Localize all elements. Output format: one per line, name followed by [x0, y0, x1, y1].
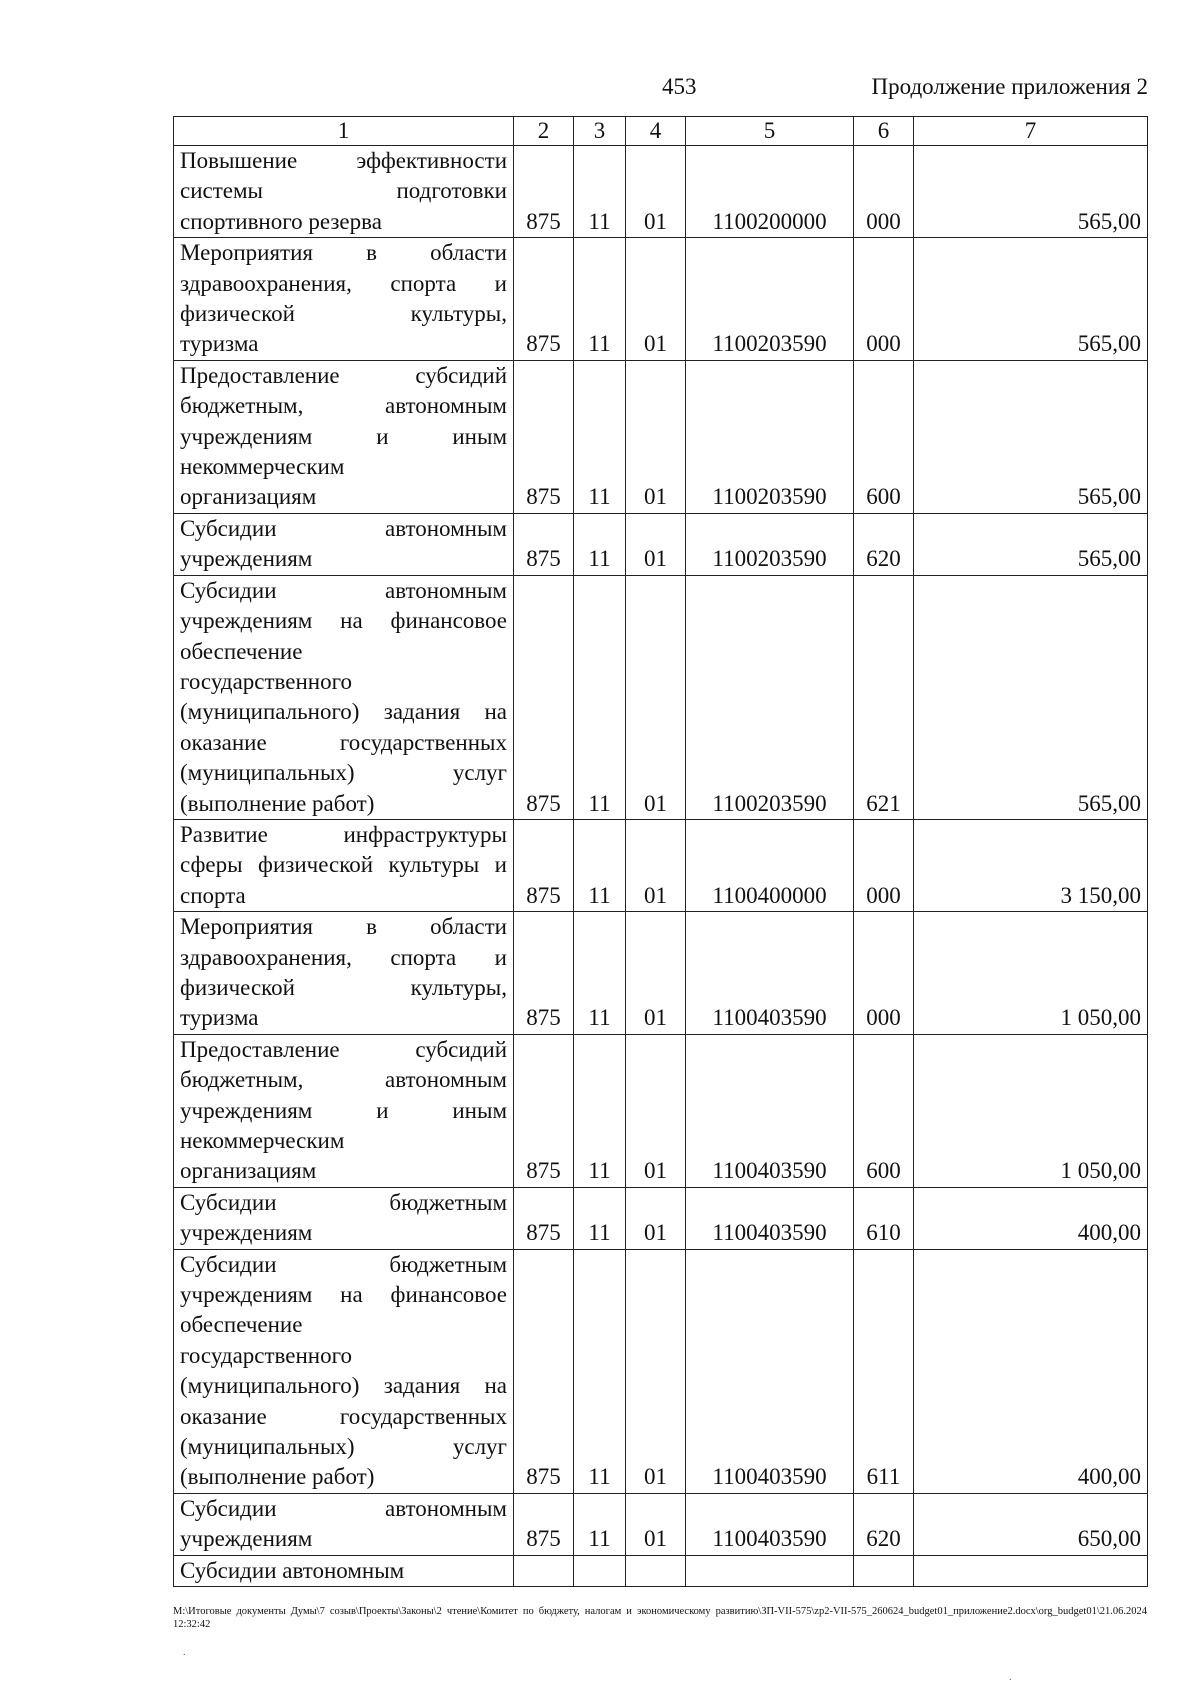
expense-name-line: оказание государственных [180, 1403, 507, 1429]
target-item-code-cell: 1100203590 [686, 238, 854, 361]
expense-name-line: (муниципального) задания на [180, 699, 507, 725]
target-item-code-cell: 1100203590 [686, 360, 854, 513]
section-code-cell: 11 [574, 819, 626, 911]
expense-name-line: учреждениям [180, 1526, 313, 1552]
amount-cell [914, 1555, 1148, 1586]
subsection-code-cell: 01 [626, 819, 686, 911]
budget-table [173, 116, 1148, 1587]
expense-type-code-cell: 611 [854, 1249, 914, 1493]
expense-name-line: физической культуры, [180, 974, 507, 1000]
expense-name-line: Развитие инфраструктуры [180, 821, 507, 847]
amount-cell: 565,00 [914, 146, 1148, 238]
expense-type-code-cell: 610 [854, 1187, 914, 1249]
expense-name-cell [174, 1493, 514, 1555]
expense-name-line: спортивного резерва [180, 208, 382, 234]
department-code-cell: 875 [514, 513, 574, 575]
expense-name-line: бюджетным, автономным [180, 1067, 507, 1093]
expense-name-line: Субсидии автономным [180, 515, 507, 541]
department-code-cell [514, 1555, 574, 1586]
section-code-cell [574, 1555, 626, 1586]
expense-name-line: учреждениям и иным [180, 423, 507, 449]
department-code-cell: 875 [514, 360, 574, 513]
department-code-cell: 875 [514, 575, 574, 819]
file-path-footer: M:\Итоговые документы Думы\7 созыв\Проекты\Законы\2 чтение\Комитет по бюджету, налогам и экономическому развитию\ЗП-VII-575\zp2-VII-575_260624_budget01_приложение2.docx\org_budget01\21.06.2024 12:32:42 [173, 1606, 1147, 1630]
expense-name-line: Субсидии автономным [180, 577, 507, 603]
table-row [174, 146, 1148, 238]
expense-name-line: учреждениям [180, 546, 313, 572]
expense-name-line: Субсидии бюджетным [180, 1189, 507, 1215]
expense-name-line: (выполнение работ) [180, 790, 375, 816]
table-row [174, 513, 1148, 575]
expense-name-line: некоммерческим [180, 454, 345, 480]
expense-name-line: туризма [180, 1005, 259, 1031]
amount-cell: 3 150,00 [914, 819, 1148, 911]
subsection-code-cell: 01 [626, 575, 686, 819]
expense-name-line: Субсидии бюджетным [180, 1251, 507, 1277]
target-item-code-cell: 1100403590 [686, 912, 854, 1035]
section-code-cell: 11 [574, 238, 626, 361]
expense-type-code-cell [854, 1555, 914, 1586]
expense-name-cell [174, 1555, 514, 1586]
expense-name-line: учреждениям и иным [180, 1097, 507, 1123]
table-row [174, 238, 1148, 361]
department-code-cell: 875 [514, 819, 574, 911]
section-code-cell: 11 [574, 912, 626, 1035]
target-item-code-cell: 1100203590 [686, 575, 854, 819]
column-header: 1 [174, 117, 514, 146]
expense-name-line: некоммерческим [180, 1128, 345, 1153]
subsection-code-cell: 01 [626, 1034, 686, 1187]
section-code-cell: 11 [574, 1493, 626, 1555]
expense-name-cell [174, 819, 514, 911]
expense-type-code-cell: 620 [854, 513, 914, 575]
section-code-cell: 11 [574, 575, 626, 819]
target-item-code-cell: 1100403590 [686, 1249, 854, 1493]
column-header: 3 [574, 117, 626, 146]
amount-cell: 1 050,00 [914, 1034, 1148, 1187]
expense-name-cell [174, 513, 514, 575]
table-row [174, 1034, 1148, 1187]
expense-name-line: оказание государственных [180, 729, 507, 755]
expense-name-line: (выполнение работ) [180, 1464, 375, 1490]
expense-name-line: организациям [180, 1158, 317, 1184]
subsection-code-cell: 01 [626, 360, 686, 513]
department-code-cell: 875 [514, 238, 574, 361]
table-row [174, 1493, 1148, 1555]
section-code-cell: 11 [574, 146, 626, 238]
section-code-cell: 11 [574, 1034, 626, 1187]
amount-cell: 565,00 [914, 575, 1148, 819]
subsection-code-cell: 01 [626, 1493, 686, 1555]
expense-name-line: физической культуры, [180, 301, 507, 327]
expense-name-line: организациям [180, 484, 317, 510]
expense-type-code-cell: 000 [854, 912, 914, 1035]
expense-name-line: государственного [180, 1342, 352, 1368]
expense-name-line: туризма [180, 331, 259, 357]
department-code-cell: 875 [514, 1493, 574, 1555]
table-row [174, 360, 1148, 513]
department-code-cell: 875 [514, 1249, 574, 1493]
column-header: 5 [686, 117, 854, 146]
column-header: 7 [914, 117, 1148, 146]
expense-name-line: Предоставление субсидий [180, 362, 507, 388]
target-item-code-cell: 1100403590 [686, 1493, 854, 1555]
table-row [174, 1187, 1148, 1249]
expense-name-line: здравоохранения, спорта и [180, 270, 507, 296]
expense-type-code-cell: 620 [854, 1493, 914, 1555]
expense-name-cell [174, 912, 514, 1035]
section-code-cell: 11 [574, 513, 626, 575]
expense-name-line: спорта [180, 882, 246, 908]
scan-speck: . [183, 1647, 186, 1658]
expense-name-cell [174, 1034, 514, 1187]
expense-name-line: (муниципальных) услуг [180, 760, 507, 786]
expense-name-line: учреждениям [180, 1220, 313, 1246]
expense-type-code-cell: 600 [854, 360, 914, 513]
expense-name-line: (муниципальных) услуг [180, 1434, 507, 1460]
target-item-code-cell: 1100203590 [686, 513, 854, 575]
subsection-code-cell: 01 [626, 912, 686, 1035]
expense-name-line: Мероприятия в области [180, 240, 507, 266]
subsection-code-cell: 01 [626, 146, 686, 238]
department-code-cell: 875 [514, 146, 574, 238]
column-number-row [174, 117, 1148, 146]
expense-name-line: учреждениям на финансовое [180, 1282, 507, 1308]
target-item-code-cell: 1100200000 [686, 146, 854, 238]
expense-name-cell [174, 1187, 514, 1249]
expense-name-line: системы подготовки [180, 178, 507, 204]
subsection-code-cell: 01 [626, 238, 686, 361]
expense-name-line: сферы физической культуры и [180, 852, 507, 878]
expense-name-line: обеспечение [180, 638, 303, 664]
expense-name-line: Субсидии автономным [180, 1495, 507, 1521]
table-row [174, 912, 1148, 1035]
subsection-code-cell: 01 [626, 1249, 686, 1493]
column-header: 2 [514, 117, 574, 146]
amount-cell: 1 050,00 [914, 912, 1148, 1035]
expense-name-line: обеспечение [180, 1312, 303, 1338]
expense-name-cell [174, 146, 514, 238]
expense-type-code-cell: 600 [854, 1034, 914, 1187]
target-item-code-cell: 1100403590 [686, 1034, 854, 1187]
expense-name-line: государственного [180, 668, 352, 694]
table-row [174, 1249, 1148, 1493]
expense-name-line: Повышение эффективности [180, 148, 507, 173]
target-item-code-cell: 1100400000 [686, 819, 854, 911]
expense-name-line: Предоставление субсидий [180, 1036, 507, 1062]
section-code-cell: 11 [574, 1187, 626, 1249]
expense-name-cell [174, 360, 514, 513]
amount-cell: 565,00 [914, 513, 1148, 575]
amount-cell: 400,00 [914, 1249, 1148, 1493]
expense-name-cell [174, 575, 514, 819]
column-header: 6 [854, 117, 914, 146]
section-code-cell: 11 [574, 1249, 626, 1493]
table-row [174, 575, 1148, 819]
department-code-cell: 875 [514, 1187, 574, 1249]
target-item-code-cell: 1100403590 [686, 1187, 854, 1249]
expense-type-code-cell: 000 [854, 819, 914, 911]
expense-name-line: (муниципального) задания на [180, 1373, 507, 1399]
expense-name-cell [174, 1249, 514, 1493]
expense-type-code-cell: 621 [854, 575, 914, 819]
expense-name-line: учреждениям на финансовое [180, 608, 507, 634]
expense-name-cell [174, 238, 514, 361]
subsection-code-cell: 01 [626, 1187, 686, 1249]
expense-name-line: бюджетным, автономным [180, 393, 507, 419]
department-code-cell: 875 [514, 912, 574, 1035]
department-code-cell: 875 [514, 1034, 574, 1187]
appendix-continuation-label: Продолжение приложения 2 [871, 74, 1148, 99]
amount-cell: 400,00 [914, 1187, 1148, 1249]
expense-name-line: Субсидии автономным [180, 1557, 405, 1583]
section-code-cell: 11 [574, 360, 626, 513]
expense-name-line: Мероприятия в области [180, 914, 507, 940]
target-item-code-cell [686, 1555, 854, 1586]
subsection-code-cell [626, 1555, 686, 1586]
table-row [174, 1555, 1148, 1586]
expense-type-code-cell: 000 [854, 238, 914, 361]
amount-cell: 650,00 [914, 1493, 1148, 1555]
amount-cell: 565,00 [914, 360, 1148, 513]
page-number: 453 [662, 74, 697, 99]
table-body [174, 146, 1148, 1587]
scan-speck: . [1009, 1672, 1012, 1683]
amount-cell: 565,00 [914, 238, 1148, 361]
expense-name-line: здравоохранения, спорта и [180, 944, 507, 970]
expense-type-code-cell: 000 [854, 146, 914, 238]
column-header: 4 [626, 117, 686, 146]
table-row [174, 819, 1148, 911]
subsection-code-cell: 01 [626, 513, 686, 575]
page-header [0, 74, 1200, 108]
